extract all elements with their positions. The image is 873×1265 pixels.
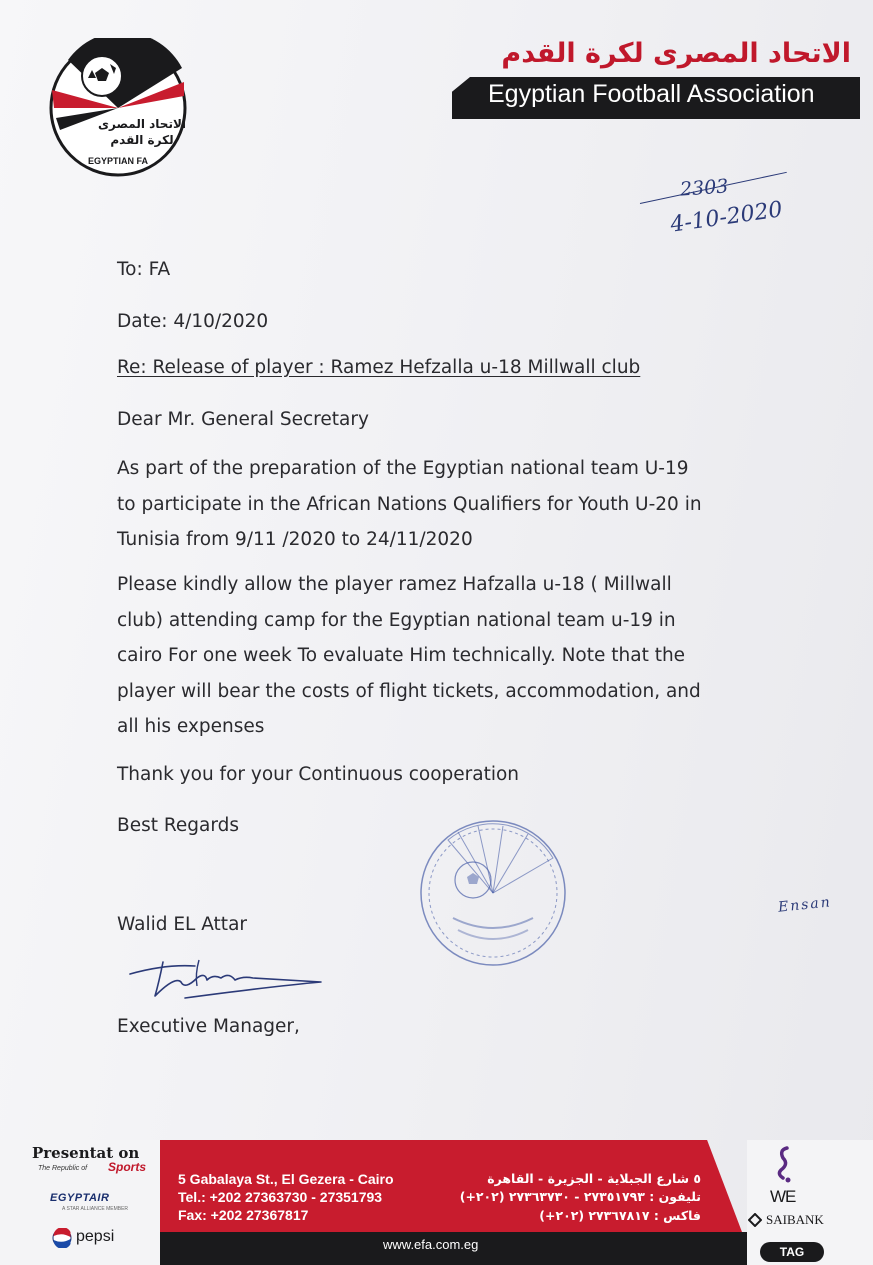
handwritten-reference-number: 2303: [679, 175, 730, 201]
handwritten-note: Ensan: [777, 894, 833, 916]
sponsor-presentation-logo: Presentat on: [32, 1144, 140, 1162]
footer-website: www.efa.com.eg: [383, 1237, 479, 1252]
footer-tel-en: Tel.: +202 27363730 - 27351793: [178, 1189, 383, 1205]
logo-text-ar-1: الاتحاد المصرى: [98, 117, 186, 131]
paragraph-1-line: As part of the preparation of the Egyptian national team U-19: [117, 458, 689, 479]
efa-logo: [48, 38, 188, 178]
footer-fax-en: Fax: +202 27367817: [178, 1207, 309, 1223]
paragraph-1-line: Tunisia from 9/11 /2020 to 24/11/2020: [117, 529, 473, 550]
letter-closing: Best Regards: [117, 815, 239, 836]
signatory-title: Executive Manager,: [117, 1016, 300, 1037]
letter-date: Date: 4/10/2020: [117, 311, 269, 332]
sponsor-we-logo: WE: [770, 1187, 796, 1206]
letter-paragraph-2: [117, 567, 701, 745]
signatory-name: Walid EL Attar: [117, 914, 248, 935]
footer-address-en: 5 Gabalaya St., El Gezera - Cairo: [178, 1171, 394, 1187]
logo-text-en: EGYPTIAN FA: [87, 156, 149, 166]
letter-to: To: FA: [117, 259, 171, 280]
paragraph-2-line: Please kindly allow the player ramez Hafzalla u-18 ( Millwall: [117, 574, 672, 595]
paragraph-2-line: player will bear the costs of flight tickets, accommodation, and: [117, 680, 701, 702]
header-arabic-name: الاتحاد المصرى لكرة القدم: [501, 38, 851, 69]
paragraph-2-line: all his expenses: [117, 716, 265, 737]
sponsor-saib-logo: SAIBANK: [766, 1212, 824, 1227]
logo-text-ar-2: لكرة القدم: [110, 133, 174, 147]
footer-address-ar: ٥ شارع الجبلاية - الجزيرة - القاهرة: [487, 1171, 701, 1186]
paragraph-2-line: cairo For one week To evaluate Him technically. Note that the: [117, 645, 686, 666]
sponsor-tag-logo: TAG: [760, 1242, 824, 1262]
handwritten-received-date: 4-10-2020: [668, 197, 785, 238]
sponsor-pepsi-logo: pepsi: [76, 1228, 115, 1245]
letter-thanks: Thank you for your Continuous cooperation: [117, 764, 520, 785]
sponsor-presentation-brand: Sports: [108, 1160, 147, 1174]
we-icon: [773, 1144, 795, 1184]
footer-fax-ar: فاكس : ٢٧٣٦٧٨١٧ (٢٠٢+): [539, 1208, 701, 1223]
handwritten-signature: [125, 952, 335, 1010]
letter-subject: Re: Release of player : Ramez Hefzalla u-18 Millwall club: [117, 357, 641, 378]
paragraph-2-line: club) attending camp for the Egyptian national team u-19 in: [117, 609, 676, 631]
header-english-name: Egyptian Football Association: [488, 80, 815, 108]
footer-tel-ar: تليفون : ٢٧٣٥١٧٩٣ - ٢٧٣٦٣٧٣٠ (٢٠٢+): [459, 1189, 701, 1204]
official-stamp: [418, 818, 568, 968]
letter-salutation: Dear Mr. General Secretary: [117, 409, 369, 430]
sponsor-egyptair-logo: EGYPTAIR: [50, 1192, 110, 1204]
letter-paragraph-1: [117, 451, 702, 558]
pepsi-icon: [52, 1228, 72, 1248]
sponsor-presentation-sub: The Republic of: [38, 1165, 88, 1172]
sponsor-egyptair-sub: A STAR ALLIANCE MEMBER: [62, 1206, 129, 1212]
paragraph-1-line: to participate in the African Nations Qualifiers for Youth U-20 in: [117, 493, 702, 515]
saib-icon: [748, 1213, 762, 1227]
